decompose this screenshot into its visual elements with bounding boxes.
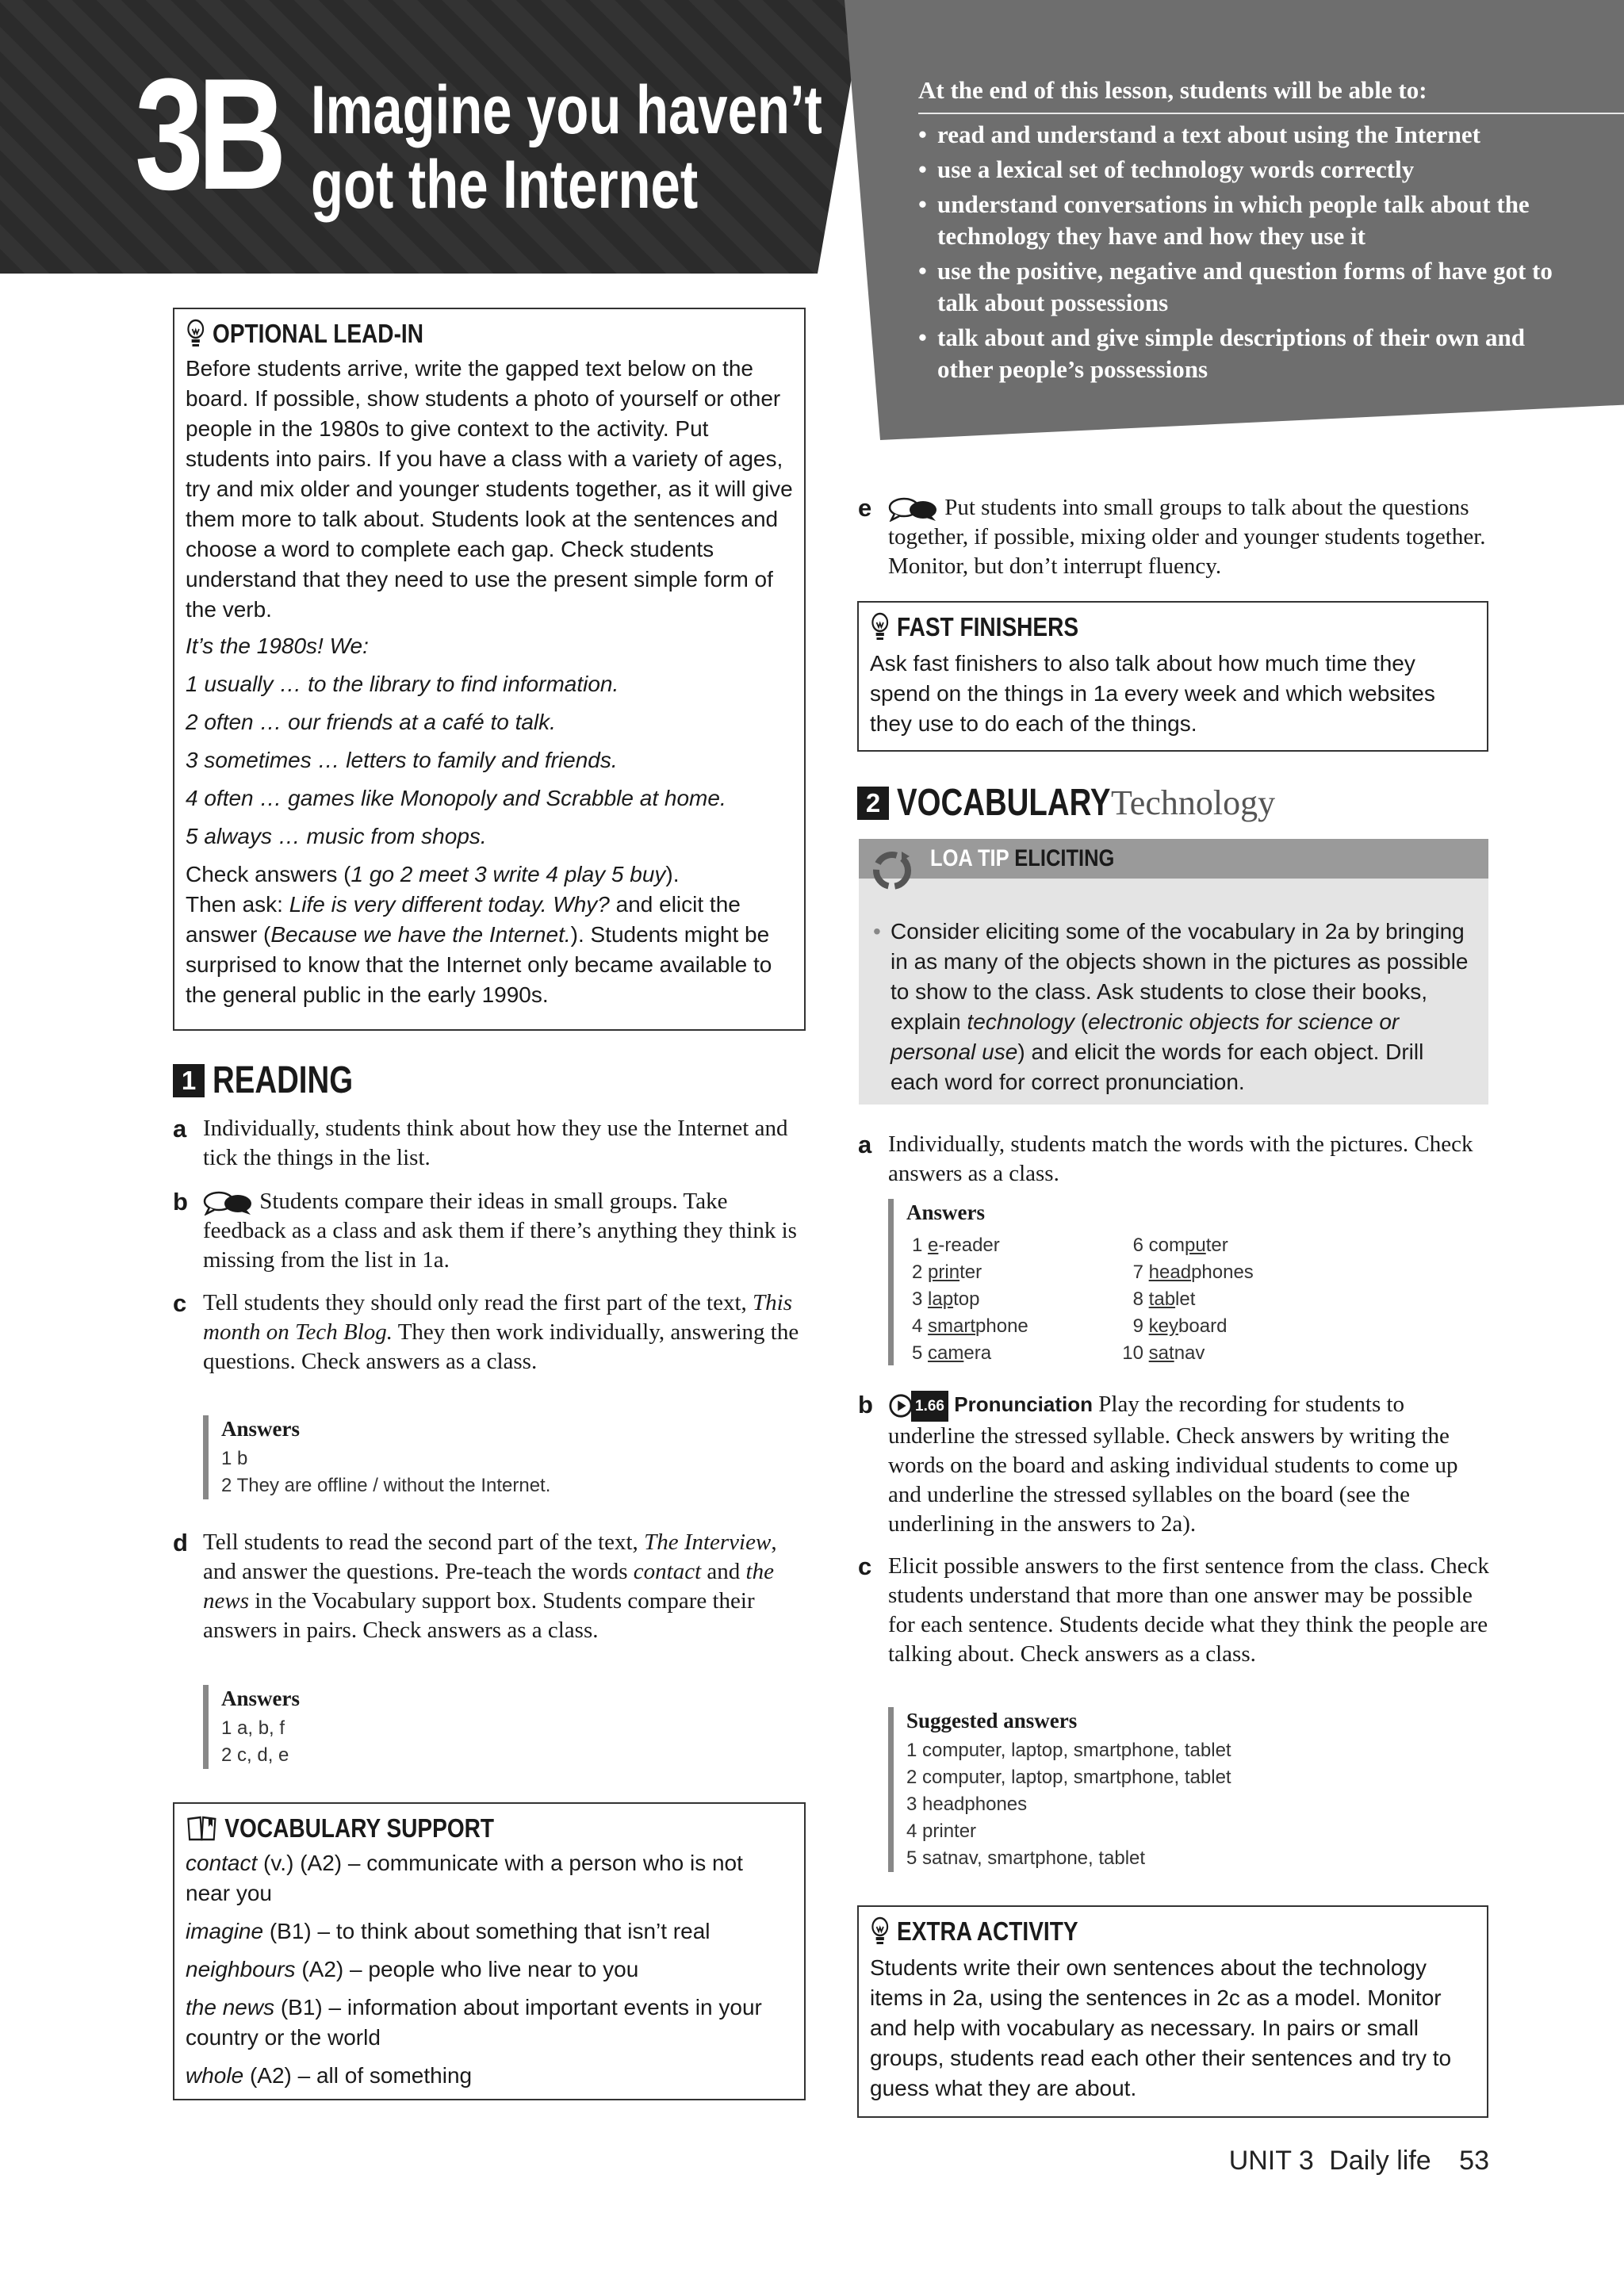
objective-item: • use the positive, negative and question forms of have got to talk about possessions — [918, 255, 1553, 319]
answer-line: 10 satnav — [1122, 1342, 1205, 1364]
vocab-entry: contact (v.) (A2) – communicate with a person who is not near you — [186, 1851, 743, 1905]
section-number: 2 — [857, 787, 889, 820]
vocab-entry: the news (B1) – information about important events in your country or the world — [186, 1995, 762, 2050]
item-text: They then work individually, answering the questions. Check answers as a class. — [203, 1319, 799, 1374]
vocab-entry: neighbours (A2) – people who live near to you — [186, 1957, 639, 1981]
lightbulb-icon — [186, 319, 206, 349]
extra-activity-header — [870, 1916, 1385, 1947]
vocabulary-support-header — [186, 1813, 702, 1843]
pronunciation-label: Pronunciation — [954, 1392, 1094, 1416]
item-text: Students compare their ideas in small groups. Take feedback as a class and ask them if there’s anything they think is missing from the list in 1a. — [203, 1189, 797, 1273]
optional-leadin-header — [186, 319, 702, 349]
leadin-intro: Before students arrive, write the gapped text below on the board. If possible, show students a photo of yourself or other people in the 1980s to give context to the activity. Put students into pairs. If you have a class with a variety of ages, try and mix older and younger students together, as it will give them more to talk about. Students look at the sentences and choose a word to complete each gap. Check students understand that they need to use the present simple form of the verb. — [186, 356, 793, 622]
objective-item: • read and understand a text about using the Internet — [918, 119, 1553, 151]
extra-activity-heading: EXTRA ACTIVITY — [897, 1916, 1078, 1946]
answer-line: 1 computer, laptop, smartphone, tablet — [906, 1740, 1231, 1761]
answer-line: 8 tablet — [1132, 1288, 1196, 1310]
fast-finishers-heading: FAST FINISHERS — [897, 612, 1079, 641]
page-number: 53 — [1459, 2146, 1489, 2176]
lesson-code: 3B — [135, 46, 281, 223]
section-number: 1 — [173, 1064, 205, 1097]
answer-line: 5 camera — [912, 1342, 992, 1364]
reading-item-d: d Tell students to read the second part of the text, The Interview, and answer the questions. Pre-teach the words contact and the news in the Vocabulary support box. Students compare their answers in pairs. Check answers as a class. — [173, 1529, 777, 1643]
optional-leadin-box — [173, 308, 806, 1031]
audio-track-badge[interactable] — [888, 1391, 948, 1422]
lesson-title-line2: got the Internet — [311, 147, 699, 223]
open-book-icon — [186, 1814, 218, 1843]
reading-item-b — [173, 1187, 806, 1275]
vocabulary-c-answers — [888, 1707, 1461, 1872]
item-label: a — [173, 1115, 187, 1143]
item-label: a — [858, 1131, 872, 1158]
item-text-italic: This month on Tech Blog. — [203, 1290, 792, 1345]
item-label: b — [858, 1391, 873, 1418]
speech-bubbles-icon — [203, 1190, 254, 1216]
vocabulary-item-c — [858, 1552, 1491, 1669]
objective-item: • use a lexical set of technology words correctly — [918, 154, 1553, 186]
lesson-title — [311, 73, 822, 222]
objective-item: • talk about and give simple descriptions of their own and other people’s possessions — [918, 322, 1553, 385]
check-answers-line: Check answers (1 go 2 meet 3 write 4 play 5 buy). — [186, 862, 680, 886]
gap-line: 4 often … games like Monopoly and Scrabble at home. — [186, 786, 726, 810]
play-icon[interactable] — [888, 1393, 914, 1418]
answers-heading: Answers — [221, 1417, 300, 1441]
answer-line: 2 computer, laptop, smartphone, tablet — [906, 1767, 1231, 1788]
vocabulary-item-a — [858, 1130, 1491, 1189]
page-footer — [1229, 2146, 1489, 2177]
bullet-icon: • — [873, 919, 881, 944]
item-text: Individually, students match the words with the pictures. Check answers as a class. — [888, 1131, 1473, 1186]
vocabulary-section-title — [857, 781, 1275, 825]
gap-line: 5 always … music from shops. — [186, 824, 487, 848]
fast-finishers-box — [857, 601, 1488, 752]
extra-activity-box — [857, 1905, 1488, 2118]
loa-tip-box — [859, 839, 1488, 1105]
answer-line: 1 a, b, f — [221, 1717, 285, 1739]
item-text: Elicit possible answers to the first sentence from the class. Check students understand that more than one answer may be possible for each sentence. Students decide what they think the people are talking about. Check answers as a class. — [888, 1553, 1489, 1667]
answer-line: 7 headphones — [1132, 1262, 1254, 1283]
fast-finishers-header — [870, 612, 1385, 642]
answer-line: 3 laptop — [912, 1288, 980, 1310]
objectives-list — [918, 119, 1553, 389]
answer-line: 4 smartphone — [912, 1315, 1028, 1337]
item-label: b — [173, 1188, 188, 1216]
speech-bubbles-icon — [888, 496, 939, 522]
section-subtitle: Technology — [1111, 783, 1276, 822]
vocabulary-support-box — [173, 1802, 806, 2100]
vocabulary-support-body — [186, 1848, 793, 2091]
lightbulb-icon — [870, 612, 891, 642]
lightbulb-icon — [870, 1916, 891, 1947]
answer-line: 1 e-reader — [912, 1235, 1000, 1256]
loa-tip-heading: LOA TIP ELICITING — [930, 845, 1115, 871]
fast-finishers-text: Ask fast finishers to also talk about how much time they spend on the things in 1a every week and which websites they use to do each of the things. — [870, 651, 1435, 736]
item-label: e — [858, 494, 872, 522]
answers-heading: Answers — [221, 1686, 300, 1710]
answer-line: 1 b — [221, 1448, 248, 1469]
lesson-title-line1: Imagine you haven’t — [311, 72, 822, 148]
objective-item: • understand conversations in which people talk about the technology they have and how they use it — [918, 189, 1553, 252]
answer-line: 4 printer — [906, 1820, 977, 1842]
audio-track-number: 1.66 — [911, 1391, 948, 1422]
reading-item-e — [858, 493, 1491, 581]
answers-right-column — [1120, 1232, 1254, 1367]
answer-line: 3 headphones — [906, 1794, 1028, 1815]
answers-left-column — [912, 1232, 1028, 1367]
answer-line: 6 computer — [1132, 1235, 1228, 1256]
gap-line: 2 often … our friends at a café to talk. — [186, 710, 556, 734]
item-text: Put students into small groups to talk about the questions together, if possible, mixing older and younger students together. Monitor, but don’t interrupt fluency. — [888, 495, 1486, 579]
section-title: READING — [213, 1059, 354, 1101]
gap-line: 3 sometimes … letters to family and friends. — [186, 748, 618, 772]
vocab-entry: imagine (B1) – to think about something that isn’t real — [186, 1919, 710, 1943]
vocabulary-item-b — [858, 1390, 1491, 1539]
optional-leadin-heading: OPTIONAL LEAD-IN — [213, 319, 423, 348]
extra-activity-text: Students write their own sentences about the technology items in 2a, using the sentences in 2c as a model. Monitor and help with vocabulary as necessary. In pairs or small groups, students read each other their sentences and try to guess what they are about. — [870, 1955, 1452, 2100]
answers-heading: Suggested answers — [906, 1709, 1078, 1732]
answer-line: 2 They are offline / without the Internet. — [221, 1475, 551, 1496]
item-text: Play the recording for students to underline the stressed syllable. Check answers by writing the words on the board and asking individual students to come up and underline the stressed syllables on the board (see the underlining in the answers to 2a). — [888, 1392, 1458, 1537]
gap-heading: It’s the 1980s! We: — [186, 634, 369, 658]
answer-line: 5 satnav, smartphone, tablet — [906, 1847, 1146, 1869]
cycle-arrows-icon — [868, 845, 916, 893]
reading-item-a — [173, 1114, 806, 1173]
gap-line: 1 usually … to the library to find information. — [186, 672, 619, 696]
vocab-entry: whole (A2) – all of something — [186, 2063, 473, 2088]
answer-line: 9 keyboard — [1132, 1315, 1228, 1337]
reading-c-answers — [203, 1415, 776, 1499]
item-label: c — [173, 1289, 187, 1317]
optional-leadin-body — [186, 354, 793, 1010]
item-text: Tell students they should only read the first part of the text, — [203, 1290, 753, 1315]
loa-tip-header — [859, 839, 1488, 879]
objectives-heading: At the end of this lesson, students will be able to: — [918, 76, 1624, 114]
answer-line: 2 printer — [912, 1262, 982, 1283]
then-ask-line: Then ask: Life is very different today. Why? and elicit the answer (Because we have the Internet.). Students might be surprised to know that the Internet only became available to the general public in the early 1990s. — [186, 892, 772, 1007]
reading-section-title — [173, 1059, 388, 1102]
section-title: VOCABULARY — [897, 782, 1111, 824]
reading-item-c — [173, 1288, 806, 1376]
item-label: c — [858, 1552, 872, 1580]
answer-line: 2 c, d, e — [221, 1744, 289, 1766]
vocabulary-support-heading: VOCABULARY SUPPORT — [224, 1813, 495, 1843]
reading-d-answers — [203, 1685, 776, 1769]
loa-tip-body: • Consider eliciting some of the vocabulary in 2a by bringing in as many of the objects shown in the pictures as possible to show to the class. Ask students to close their books, explain technology (electronic objects for science or personal use) and elicit the words for each object. Drill each word for correct pronunciation. — [891, 917, 1473, 1097]
vocabulary-a-answers — [888, 1199, 1350, 1365]
footer-unit: UNIT 3 — [1228, 2146, 1314, 2176]
item-text: Individually, students think about how they use the Internet and tick the things in the list. — [203, 1116, 788, 1170]
footer-unit-title: Daily life — [1329, 2146, 1431, 2176]
item-label: d — [173, 1529, 188, 1556]
answers-heading: Answers — [906, 1200, 985, 1224]
